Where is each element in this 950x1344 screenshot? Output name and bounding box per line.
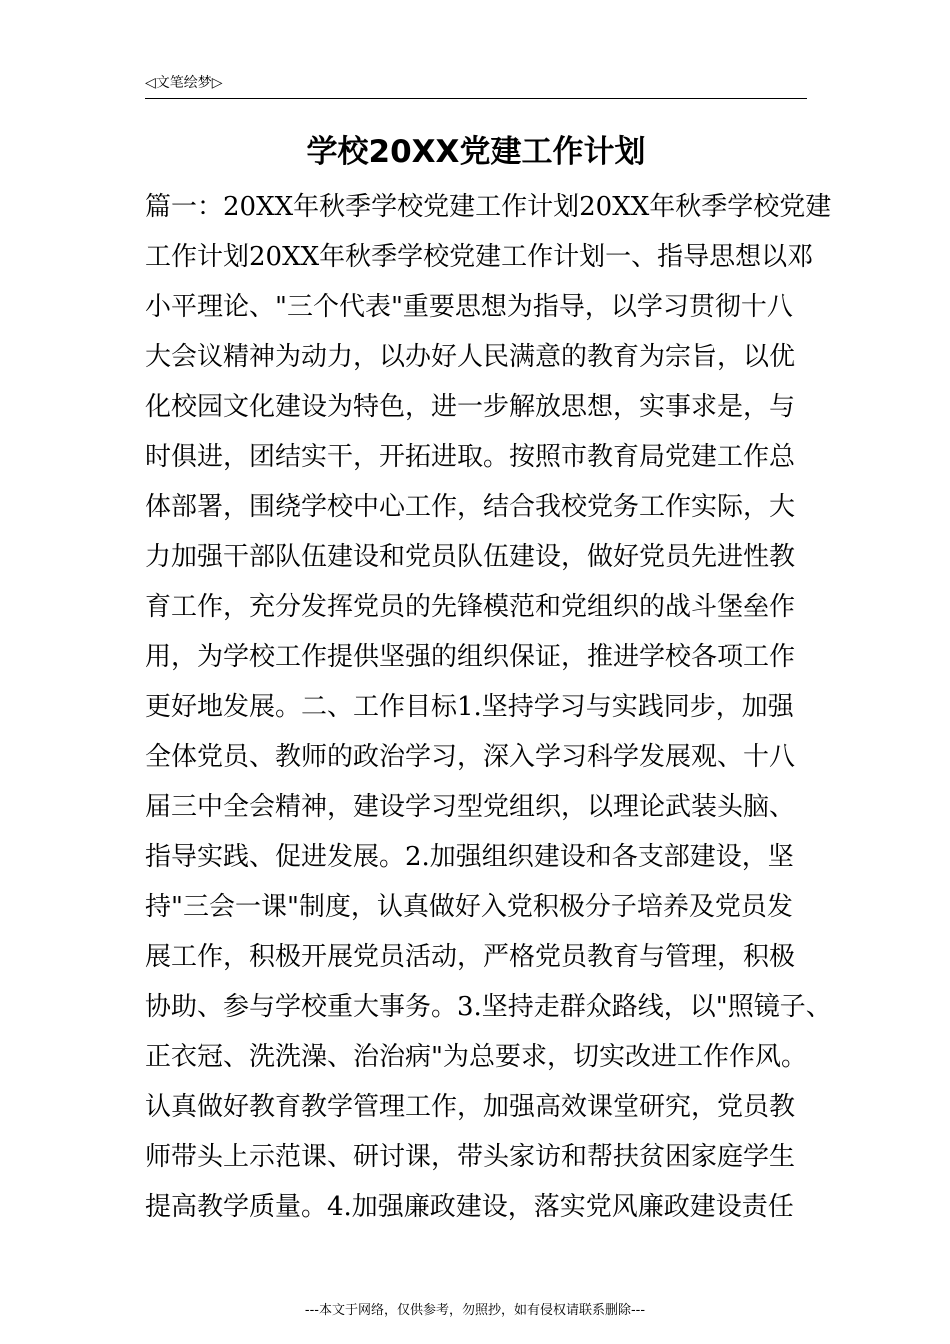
body-line: 认真做好教育教学管理工作，加强高效课堂研究，党员教 [145,1092,796,1122]
body-line: 提高教学质量。4.加强廉政建设，落实党风廉政建设责任 [145,1192,794,1222]
page-footer-disclaimer: ---本文于网络，仅供参考，勿照抄，如有侵权请联系删除--- [304,1303,646,1318]
body-line: 更好地发展。二、工作目标1.坚持学习与实践同步，加强 [145,692,794,722]
body-line: 时俱进，团结实干，开拓进取。按照市教育局党建工作总 [145,442,796,472]
body-line: 正衣冠、洗洗澡、治治病"为总要求，切实改进工作作风。 [145,1042,807,1072]
body-line: 协助、参与学校重大事务。3.坚持走群众路线，以"照镜子、 [145,992,832,1022]
body-line: 指导实践、促进发展。2.加强组织建设和各支部建设，坚 [145,842,794,872]
body-line: 篇一：20XX年秋季学校党建工作计划20XX年秋季学校党建 [145,192,832,222]
body-line: 师带头上示范课、研讨课，带头家访和帮扶贫困家庭学生 [145,1142,796,1172]
body-line: 工作计划20XX年秋季学校党建工作计划一、指导思想以邓 [145,242,814,272]
body-line: 持"三会一课"制度，认真做好入党积极分子培养及党员发 [145,892,793,922]
body-line: 育工作，充分发挥党员的先锋模范和党组织的战斗堡垒作 [145,592,796,622]
header-brand-text: ◁文笔绘梦▷ [145,75,223,91]
page-header [145,74,807,99]
body-line: 全体党员、教师的政治学习，深入学习科学发展观、十八 [145,742,796,772]
body-line: 体部署，围绕学校中心工作，结合我校党务工作实际，大 [145,492,796,522]
body-line: 大会议精神为动力，以办好人民满意的教育为宗旨，以优 [145,342,796,372]
document-title: 学校20XX党建工作计划 [306,134,646,170]
body-line: 用，为学校工作提供坚强的组织保证，推进学校各项工作 [145,642,796,672]
body-line: 化校园文化建设为特色，进一步解放思想，实事求是，与 [145,392,796,422]
document-body [145,182,835,1232]
body-line: 届三中全会精神，建设学习型党组织，以理论武装头脑、 [145,792,796,822]
body-line: 小平理论、"三个代表"重要思想为指导，以学习贯彻十八 [145,292,793,322]
body-line: 力加强干部队伍建设和党员队伍建设，做好党员先进性教 [145,542,796,572]
body-line: 展工作，积极开展党员活动，严格党员教育与管理，积极 [145,942,796,972]
